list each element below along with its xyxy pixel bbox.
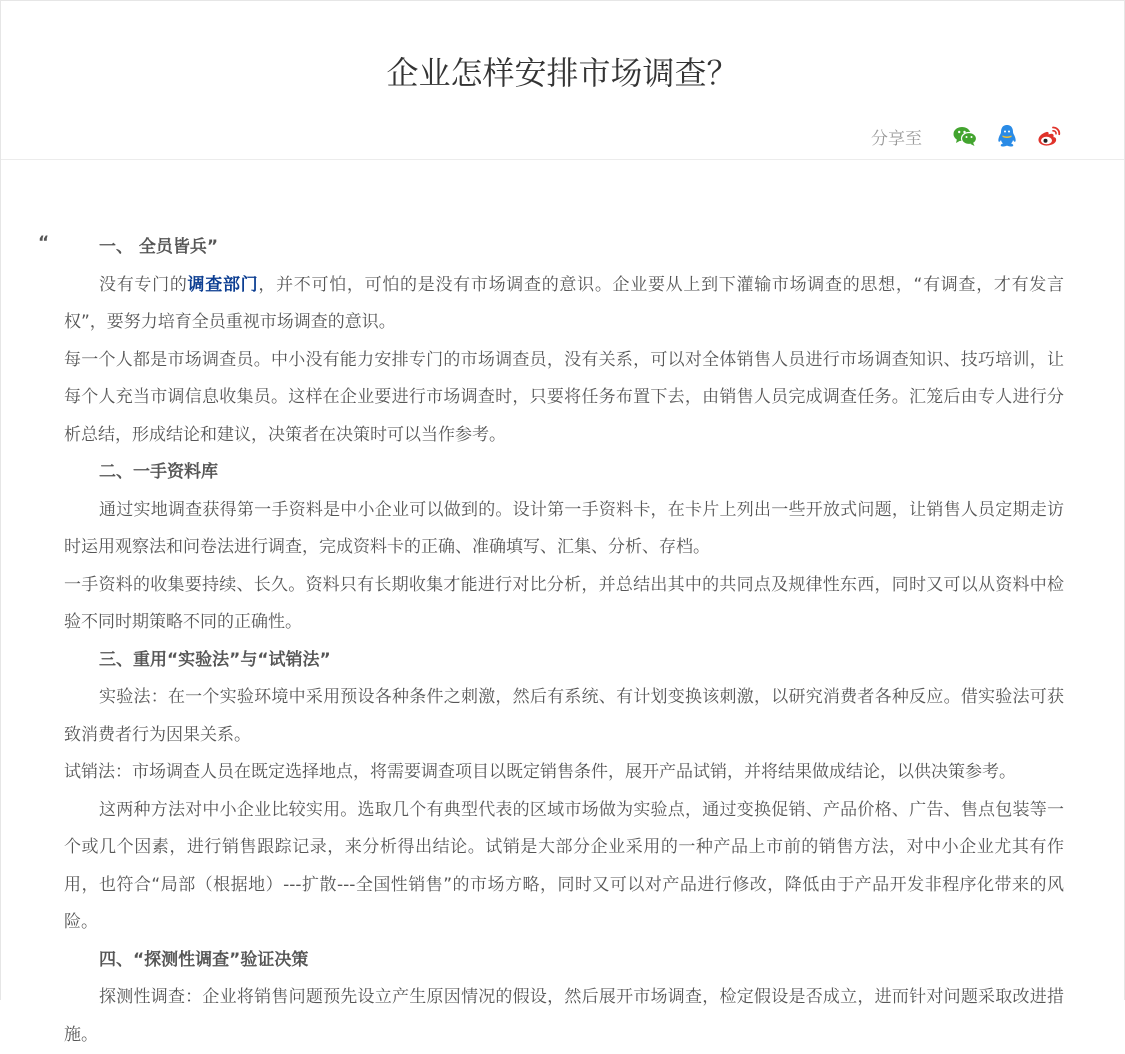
paragraph-text: ，并不可怕，可怕的是没有市场调查的意识。企业要从上到下灌输市场调查的思想，“有调查，才有发言权”，要努力培育全员重视市场调查的意识。: [64, 274, 1065, 332]
section-heading-4: 四、“探测性调查”验证决策: [99, 949, 309, 970]
section-heading-2: 二、一手资料库: [99, 462, 218, 482]
paragraph: 这两种方法对中小企业比较实用。选取几个有典型代表的区域市场做为实验点，通过变换促销、产品价格、广告、售点包装等一个或几个因素，进行销售跟踪记录，来分析得出结论。试销是大部分企业采用的一种产品上市前的销售方法，对中小企业尤其有作用，也符合“局部（根据地）---扩散---全国性销售”的市场方略，同时又可以对产品进行修改，降低由于产品开发非程序化带来的风险。: [64, 799, 1064, 932]
section-heading-3: 三、重用“实验法”与“试销法”: [99, 649, 331, 670]
paragraph: 每一个人都是市场调查员。中小没有能力安排专门的市场调查员，没有关系，可以对全体销售人员进行市场调查知识、技巧培训，让每个人充当市调信息收集员。这样在企业要进行市场调查时，只要将任务布置下去，由销售人员完成调查任务。汇笼后由专人进行分析总结，形成结论和建议，决策者在决策时可以当作参考。: [64, 349, 1064, 445]
weibo-icon[interactable]: [1036, 123, 1062, 149]
share-bar: [871, 122, 1062, 150]
paragraph: 试销法：市场调查人员在既定选择地点，将需要调查项目以既定销售条件，展开产品试销，并将结果做成结论，以供决策参考。: [64, 762, 1016, 782]
qq-icon[interactable]: [994, 123, 1020, 149]
section-heading-1: 一、 全员皆兵”: [99, 237, 219, 257]
paragraph: 实验法：在一个实验环境中采用预设各种条件之刺激，然后有系统、有计划变换该刺激，以研究消费者各种反应。借实验法可获致消费者行为因果关系。: [64, 687, 1064, 745]
paragraph: 通过实地调查获得第一手资料是中小企业可以做到的。设计第一手资料卡，在卡片上列出一些开放式问题，让销售人员定期走访时运用观察法和问卷法进行调查，完成资料卡的正确、准确填写、汇集、分析、存档。: [64, 499, 1064, 557]
share-label: 分享至: [871, 128, 922, 149]
paragraph-text: 没有专门的: [99, 274, 188, 295]
wechat-icon[interactable]: [952, 123, 978, 149]
article-body: [64, 229, 1064, 1054]
article-header: [1, 1, 1124, 160]
paragraph: 探测性调查：企业将销售问题预先设立产生原因情况的假设，然后展开市场调查，检定假设是否成立，进而针对问题采取改进措施。: [64, 987, 1064, 1045]
page-title: 企业怎样安排市场调查？: [386, 54, 739, 92]
paragraph: [64, 267, 1064, 342]
paragraph: 一手资料的收集要持续、长久。资料只有长期收集才能进行对比分析，并总结出其中的共同点及规律性东西，同时又可以从资料中检验不同时期策略不同的正确性。: [64, 574, 1064, 632]
keyword-link-survey-dept[interactable]: 调查部门: [187, 274, 259, 295]
opening-quote-mark: “: [38, 233, 50, 253]
